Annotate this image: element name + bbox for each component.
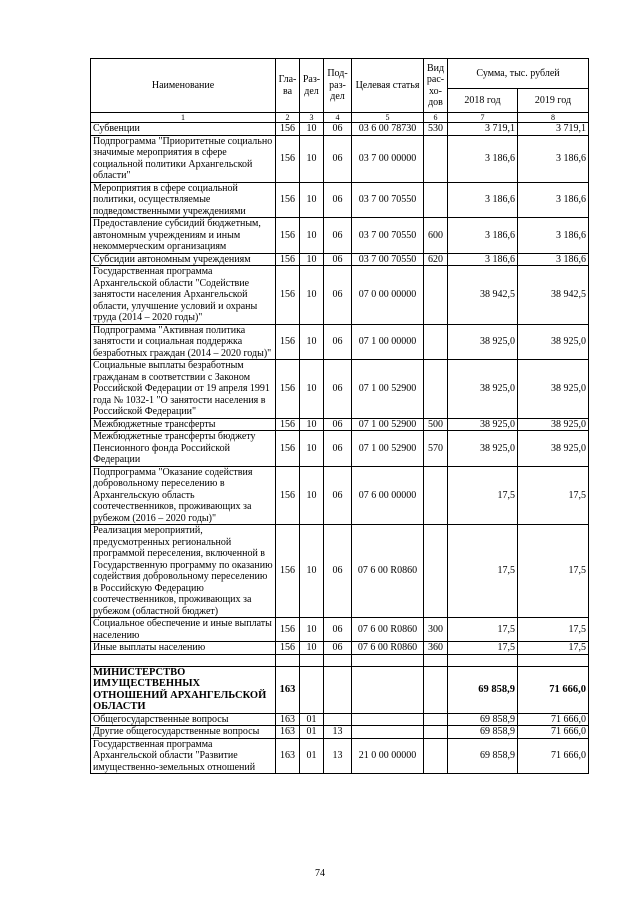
row-glava-cell: 156 xyxy=(276,135,300,182)
row-podrazdel-cell: 06 xyxy=(324,466,352,525)
table-body xyxy=(91,123,589,774)
column-number: 7 xyxy=(448,113,518,123)
row-sum-2018-cell: 38 925,0 xyxy=(448,431,518,467)
table-row xyxy=(91,123,589,136)
row-sum-2018-cell: 38 942,5 xyxy=(448,266,518,325)
blank-cell xyxy=(324,654,352,666)
row-name-cell: Социальные выплаты безработным гражданам в соответствии с Законом Российской Федерации от 19 апреля 1991 года № 1032-1 "О занятости населения в Российской Федерации" xyxy=(91,360,276,419)
row-sum-2019-cell: 71 666,0 xyxy=(518,666,589,713)
blank-cell xyxy=(424,654,448,666)
row-statya-cell: 07 1 00 00000 xyxy=(352,324,424,360)
row-vid-cell xyxy=(424,182,448,218)
page-number: 74 xyxy=(315,868,325,879)
row-razdel-cell: 10 xyxy=(300,642,324,655)
row-sum-2019-cell: 3 186,6 xyxy=(518,182,589,218)
header-year-2019: 2019 год xyxy=(518,89,589,113)
row-razdel-cell: 10 xyxy=(300,324,324,360)
row-sum-2019-cell: 17,5 xyxy=(518,466,589,525)
row-sum-2018-cell: 3 186,6 xyxy=(448,253,518,266)
column-number: 5 xyxy=(352,113,424,123)
header-vid: Вид рас-хо-дов xyxy=(424,59,448,113)
row-name-cell: Социальное обеспечение и иные выплаты населению xyxy=(91,618,276,642)
row-statya-cell: 03 6 00 78730 xyxy=(352,123,424,136)
row-name-cell: Реализация мероприятий, предусмотренных региональной программой переселения, включенной в Государственную программу по оказанию содействия добровольному переселению в Российскую Федерацию соотечественников, проживающих за рубежом (областной бюджет) xyxy=(91,525,276,618)
row-razdel-cell: 10 xyxy=(300,618,324,642)
row-vid-cell xyxy=(424,525,448,618)
row-podrazdel-cell: 06 xyxy=(324,525,352,618)
row-statya-cell: 07 6 00 R0860 xyxy=(352,525,424,618)
row-podrazdel-cell: 06 xyxy=(324,123,352,136)
row-sum-2019-cell: 17,5 xyxy=(518,618,589,642)
row-glava-cell: 156 xyxy=(276,618,300,642)
row-statya-cell: 07 1 00 52900 xyxy=(352,360,424,419)
table-row xyxy=(91,642,589,655)
row-statya-cell: 07 6 00 R0860 xyxy=(352,618,424,642)
row-podrazdel-cell: 06 xyxy=(324,253,352,266)
column-number: 1 xyxy=(91,113,276,123)
row-statya-cell xyxy=(352,713,424,726)
row-statya-cell: 07 0 00 00000 xyxy=(352,266,424,325)
row-podrazdel-cell: 06 xyxy=(324,418,352,431)
row-sum-2018-cell: 3 186,6 xyxy=(448,135,518,182)
row-razdel-cell: 10 xyxy=(300,218,324,254)
row-podrazdel-cell: 06 xyxy=(324,266,352,325)
row-glava-cell: 163 xyxy=(276,666,300,713)
row-vid-cell xyxy=(424,135,448,182)
row-sum-2018-cell: 38 925,0 xyxy=(448,418,518,431)
row-sum-2019-cell: 38 925,0 xyxy=(518,418,589,431)
row-glava-cell: 163 xyxy=(276,738,300,774)
row-sum-2019-cell: 17,5 xyxy=(518,525,589,618)
row-statya-cell: 07 1 00 52900 xyxy=(352,431,424,467)
row-glava-cell: 156 xyxy=(276,253,300,266)
blank-cell xyxy=(518,654,589,666)
header-summa: Сумма, тыс. рублей xyxy=(448,59,589,89)
row-statya-cell xyxy=(352,726,424,739)
column-number-row xyxy=(91,113,589,123)
table-row xyxy=(91,431,589,467)
row-podrazdel-cell: 06 xyxy=(324,182,352,218)
row-razdel-cell: 10 xyxy=(300,360,324,419)
column-number: 2 xyxy=(276,113,300,123)
table-row xyxy=(91,266,589,325)
row-glava-cell: 156 xyxy=(276,466,300,525)
row-vid-cell xyxy=(424,360,448,419)
row-name-cell: Иные выплаты населению xyxy=(91,642,276,655)
row-razdel-cell: 10 xyxy=(300,431,324,467)
row-name-cell: Субсидии автономным учреждениям xyxy=(91,253,276,266)
row-sum-2018-cell: 38 925,0 xyxy=(448,324,518,360)
row-vid-cell: 530 xyxy=(424,123,448,136)
row-sum-2018-cell: 3 719,1 xyxy=(448,123,518,136)
row-sum-2018-cell: 3 186,6 xyxy=(448,182,518,218)
row-name-cell: Предоставление субсидий бюджетным, автономным учреждениям и иным некоммерческим организациям xyxy=(91,218,276,254)
row-sum-2018-cell: 17,5 xyxy=(448,618,518,642)
row-glava-cell: 156 xyxy=(276,324,300,360)
row-statya-cell xyxy=(352,666,424,713)
row-vid-cell: 300 xyxy=(424,618,448,642)
row-sum-2018-cell: 69 858,9 xyxy=(448,726,518,739)
row-name-cell: Подпрограмма "Приоритетные социально значимые мероприятия в сфере социальной политики Архангельской области" xyxy=(91,135,276,182)
row-name-cell: Подпрограмма "Оказание содействия добровольному переселению в Архангельскую область соотечественников, проживающих за рубежом (2016 – 2020 годы)" xyxy=(91,466,276,525)
row-vid-cell xyxy=(424,713,448,726)
row-sum-2018-cell: 17,5 xyxy=(448,525,518,618)
row-podrazdel-cell: 13 xyxy=(324,738,352,774)
row-podrazdel-cell xyxy=(324,666,352,713)
table-row xyxy=(91,713,589,726)
row-name-cell: Межбюджетные трансферты бюджету Пенсионного фонда Российской Федерации xyxy=(91,431,276,467)
row-sum-2018-cell: 69 858,9 xyxy=(448,713,518,726)
blank-cell xyxy=(448,654,518,666)
row-glava-cell: 156 xyxy=(276,266,300,325)
row-sum-2019-cell: 3 186,6 xyxy=(518,135,589,182)
row-podrazdel-cell: 06 xyxy=(324,218,352,254)
row-name-cell: Подпрограмма "Активная политика занятости и социальная поддержка безработных граждан (2014 – 2020 годы)" xyxy=(91,324,276,360)
row-podrazdel-cell: 06 xyxy=(324,618,352,642)
table-row xyxy=(91,466,589,525)
row-sum-2018-cell: 17,5 xyxy=(448,642,518,655)
row-sum-2018-cell: 38 925,0 xyxy=(448,360,518,419)
row-statya-cell: 21 0 00 00000 xyxy=(352,738,424,774)
header-name: Наименование xyxy=(91,59,276,113)
row-vid-cell: 360 xyxy=(424,642,448,655)
row-sum-2019-cell: 38 942,5 xyxy=(518,266,589,325)
row-glava-cell: 156 xyxy=(276,642,300,655)
row-name-cell: Государственная программа Архангельской области "Содействие занятости населения Архангельской области, улучшение условий и охраны труда (2014 – 2020 годы)" xyxy=(91,266,276,325)
table-row xyxy=(91,253,589,266)
row-glava-cell: 156 xyxy=(276,218,300,254)
table-row xyxy=(91,182,589,218)
blank-cell xyxy=(300,654,324,666)
budget-table-page xyxy=(90,58,588,774)
row-statya-cell: 03 7 00 00000 xyxy=(352,135,424,182)
row-razdel-cell: 10 xyxy=(300,123,324,136)
row-glava-cell: 156 xyxy=(276,360,300,419)
row-sum-2019-cell: 38 925,0 xyxy=(518,431,589,467)
column-number: 8 xyxy=(518,113,589,123)
row-vid-cell xyxy=(424,726,448,739)
row-glava-cell: 163 xyxy=(276,713,300,726)
row-sum-2019-cell: 38 925,0 xyxy=(518,360,589,419)
row-statya-cell: 07 6 00 R0860 xyxy=(352,642,424,655)
table-row xyxy=(91,738,589,774)
header-statya: Целевая статья xyxy=(352,59,424,113)
row-glava-cell: 156 xyxy=(276,182,300,218)
row-razdel-cell: 10 xyxy=(300,418,324,431)
table-header xyxy=(91,59,589,123)
row-name-cell: Другие общегосударственные вопросы xyxy=(91,726,276,739)
blank-row xyxy=(91,654,589,666)
row-sum-2018-cell: 17,5 xyxy=(448,466,518,525)
row-vid-cell: 600 xyxy=(424,218,448,254)
row-sum-2019-cell: 3 186,6 xyxy=(518,253,589,266)
row-sum-2019-cell: 71 666,0 xyxy=(518,713,589,726)
row-sum-2019-cell: 71 666,0 xyxy=(518,738,589,774)
row-statya-cell: 07 1 00 52900 xyxy=(352,418,424,431)
table-row xyxy=(91,525,589,618)
row-name-cell: Межбюджетные трансферты xyxy=(91,418,276,431)
header-year-2018: 2018 год xyxy=(448,89,518,113)
row-name-cell: Субвенции xyxy=(91,123,276,136)
table-row xyxy=(91,618,589,642)
row-sum-2018-cell: 3 186,6 xyxy=(448,218,518,254)
row-glava-cell: 156 xyxy=(276,431,300,467)
row-statya-cell: 03 7 00 70550 xyxy=(352,218,424,254)
table-row xyxy=(91,324,589,360)
row-name-cell: Государственная программа Архангельской области "Развитие имущественно-земельных отношений xyxy=(91,738,276,774)
row-razdel-cell: 01 xyxy=(300,713,324,726)
table-row xyxy=(91,218,589,254)
row-vid-cell: 620 xyxy=(424,253,448,266)
blank-cell xyxy=(276,654,300,666)
blank-cell xyxy=(91,654,276,666)
row-sum-2019-cell: 3 719,1 xyxy=(518,123,589,136)
row-podrazdel-cell: 06 xyxy=(324,642,352,655)
row-statya-cell: 07 6 00 00000 xyxy=(352,466,424,525)
header-glava: Гла-ва xyxy=(276,59,300,113)
row-razdel-cell: 10 xyxy=(300,182,324,218)
row-vid-cell xyxy=(424,666,448,713)
row-razdel-cell: 10 xyxy=(300,135,324,182)
row-podrazdel-cell: 13 xyxy=(324,726,352,739)
row-razdel-cell: 10 xyxy=(300,266,324,325)
budget-table xyxy=(90,58,589,774)
row-podrazdel-cell: 06 xyxy=(324,324,352,360)
table-row xyxy=(91,726,589,739)
row-vid-cell: 570 xyxy=(424,431,448,467)
row-glava-cell: 163 xyxy=(276,726,300,739)
row-name-cell: Мероприятия в сфере социальной политики, осуществляемые подведомственными учреждениями xyxy=(91,182,276,218)
row-razdel-cell: 10 xyxy=(300,253,324,266)
row-razdel-cell: 01 xyxy=(300,738,324,774)
row-vid-cell xyxy=(424,466,448,525)
row-glava-cell: 156 xyxy=(276,525,300,618)
header-razdel: Раз-дел xyxy=(300,59,324,113)
row-statya-cell: 03 7 00 70550 xyxy=(352,182,424,218)
row-razdel-cell: 10 xyxy=(300,466,324,525)
row-vid-cell xyxy=(424,738,448,774)
table-row xyxy=(91,135,589,182)
row-statya-cell: 03 7 00 70550 xyxy=(352,253,424,266)
row-sum-2019-cell: 38 925,0 xyxy=(518,324,589,360)
row-vid-cell xyxy=(424,266,448,325)
row-vid-cell xyxy=(424,324,448,360)
header-podrazdel: Под-раз-дел xyxy=(324,59,352,113)
row-razdel-cell: 01 xyxy=(300,726,324,739)
row-sum-2019-cell: 3 186,6 xyxy=(518,218,589,254)
row-name-cell: МИНИСТЕРСТВО ИМУЩЕСТВЕННЫХ ОТНОШЕНИЙ АРХАНГЕЛЬСКОЙ ОБЛАСТИ xyxy=(91,666,276,713)
column-number: 6 xyxy=(424,113,448,123)
row-sum-2019-cell: 17,5 xyxy=(518,642,589,655)
column-number: 4 xyxy=(324,113,352,123)
table-row xyxy=(91,360,589,419)
row-razdel-cell: 10 xyxy=(300,525,324,618)
row-sum-2018-cell: 69 858,9 xyxy=(448,738,518,774)
column-number: 3 xyxy=(300,113,324,123)
row-glava-cell: 156 xyxy=(276,418,300,431)
row-razdel-cell xyxy=(300,666,324,713)
row-sum-2018-cell: 69 858,9 xyxy=(448,666,518,713)
table-row xyxy=(91,418,589,431)
row-podrazdel-cell xyxy=(324,713,352,726)
row-podrazdel-cell: 06 xyxy=(324,135,352,182)
row-sum-2019-cell: 71 666,0 xyxy=(518,726,589,739)
row-podrazdel-cell: 06 xyxy=(324,431,352,467)
table-row xyxy=(91,666,589,713)
row-podrazdel-cell: 06 xyxy=(324,360,352,419)
row-vid-cell: 500 xyxy=(424,418,448,431)
row-glava-cell: 156 xyxy=(276,123,300,136)
blank-cell xyxy=(352,654,424,666)
row-name-cell: Общегосударственные вопросы xyxy=(91,713,276,726)
